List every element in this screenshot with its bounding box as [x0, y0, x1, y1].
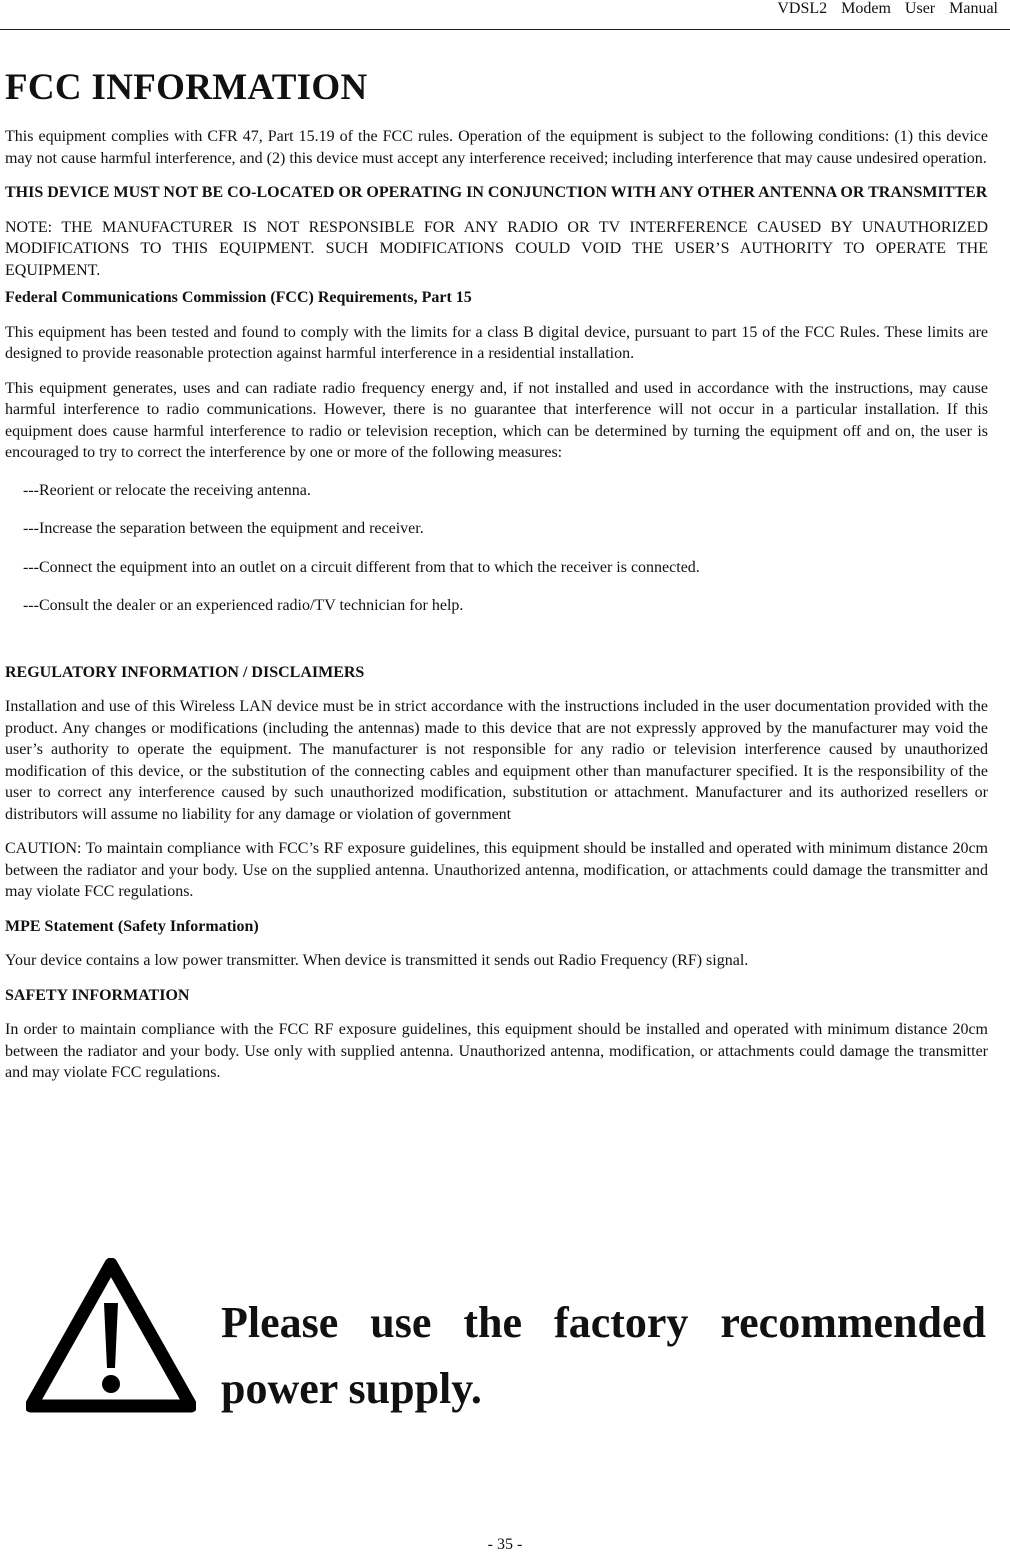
measure-item: ---Consult the dealer or an experienced radio/TV technician for help.: [23, 597, 464, 614]
measure-item: ---Connect the equipment into an outlet on a circuit different from that to which the receiver is connected.: [23, 558, 700, 576]
safety-paragraph: In order to maintain compliance with the FCC RF exposure guidelines, this equipment should be installed and operated with minimum distance 20cm between the radiator and your body. Use only with supplied antenna. Unauthorized antenna, modification, or attachments could damage the transmitter and may violate FCC regulations.: [5, 1021, 988, 1081]
regulatory-paragraph: Installation and use of this Wireless LAN device must be in strict accordance with the instructions included in the user documentation provided with the product. Any changes or modifications (including the antennas) made to this device that are not expressly approved by the manufacturer may void the user’s authority to operate the equipment. The manufacturer is not responsible for any radio or television interference caused by unauthorized modification of this device, or the substitution of the connecting cables and equipment other than manufacturer specified. It is the responsibility of the user to correct any interference caused by such unauthorized modification, substitution or attachment. Manufacturer and its authorized resellers or distributors will assume no liability for any damage or violation of government: [5, 698, 988, 823]
warning-triangle-icon: [26, 1258, 196, 1413]
fcc-intro-paragraph: This equipment complies with CFR 47, Part 15.19 of the FCC rules. Operation of the equipment is subject to the following conditions: (1) this device may not cause harmful interference, and (2) this device must accept any interference received; including interference that may cause undesired operation.: [5, 128, 988, 167]
page-content: [5, 66, 988, 1097]
measure-item: ---Reorient or relocate the receiving antenna.: [23, 481, 311, 499]
regulatory-heading: REGULATORY INFORMATION / DISCLAIMERS: [5, 663, 365, 681]
fcc-requirements-paragraph-2: This equipment generates, uses and can radiate radio frequency energy and, if not installed and used in accordance with the instructions, may cause harmful interference to radio communications. However, there is no guarantee that interference will not occur in a particular installation. If this equipment does cause harmful interference to radio or television reception, which can be determined by turning the equipment off and on, the user is encouraged to try to correct the interference by one or more of the following measures:: [5, 379, 988, 461]
section-spacer: [5, 634, 988, 662]
page-title: FCC INFORMATION: [5, 67, 368, 108]
fcc-requirements-heading: Federal Communications Commission (FCC) Requirements, Part 15: [5, 289, 472, 306]
page-number: - 35 -: [487, 1536, 523, 1553]
warning-message: Please use the factory recommended power supply.: [221, 1298, 986, 1413]
manufacturer-note: NOTE: THE MANUFACTURER IS NOT RESPONSIBLE FOR ANY RADIO OR TV INTERFERENCE CAUSED BY UNAUTHORIZED MODIFICATIONS TO THIS EQUIPMENT. SUCH MODIFICATIONS COULD VOID THE USER’S AUTHORITY TO OPERATE THE EQUIPMENT.: [5, 218, 988, 279]
safety-heading: SAFETY INFORMATION: [5, 986, 190, 1004]
measure-item: ---Increase the separation between the equipment and receiver.: [23, 520, 424, 537]
fcc-requirements-paragraph-1: This equipment has been tested and found to comply with the limits for a class B digital device, pursuant to part 15 of the FCC Rules. These limits are designed to provide reasonable protection against harmful interference in a residential installation.: [5, 323, 988, 362]
header-divider: [0, 29, 1010, 30]
document-header-title: VDSL2 Modem User Manual: [777, 0, 998, 17]
caution-paragraph: CAUTION: To maintain compliance with FCC’s RF exposure guidelines, this equipment should be installed and operated with minimum distance 20cm between the radiator and your body. Use on the supplied antenna. Unauthorized antenna, modification, or attachments could damage the transmitter and may violate FCC regulations.: [5, 840, 988, 900]
colocation-warning: THIS DEVICE MUST NOT BE CO-LOCATED OR OPERATING IN CONJUNCTION WITH ANY OTHER ANTENNA OR TRANSMITTER: [5, 184, 988, 201]
mpe-heading: MPE Statement (Safety Information): [5, 917, 259, 935]
mpe-paragraph: Your device contains a low power transmitter. When device is transmitted it sends out Radio Frequency (RF) signal.: [5, 952, 749, 969]
power-supply-warning: [26, 1258, 996, 1418]
